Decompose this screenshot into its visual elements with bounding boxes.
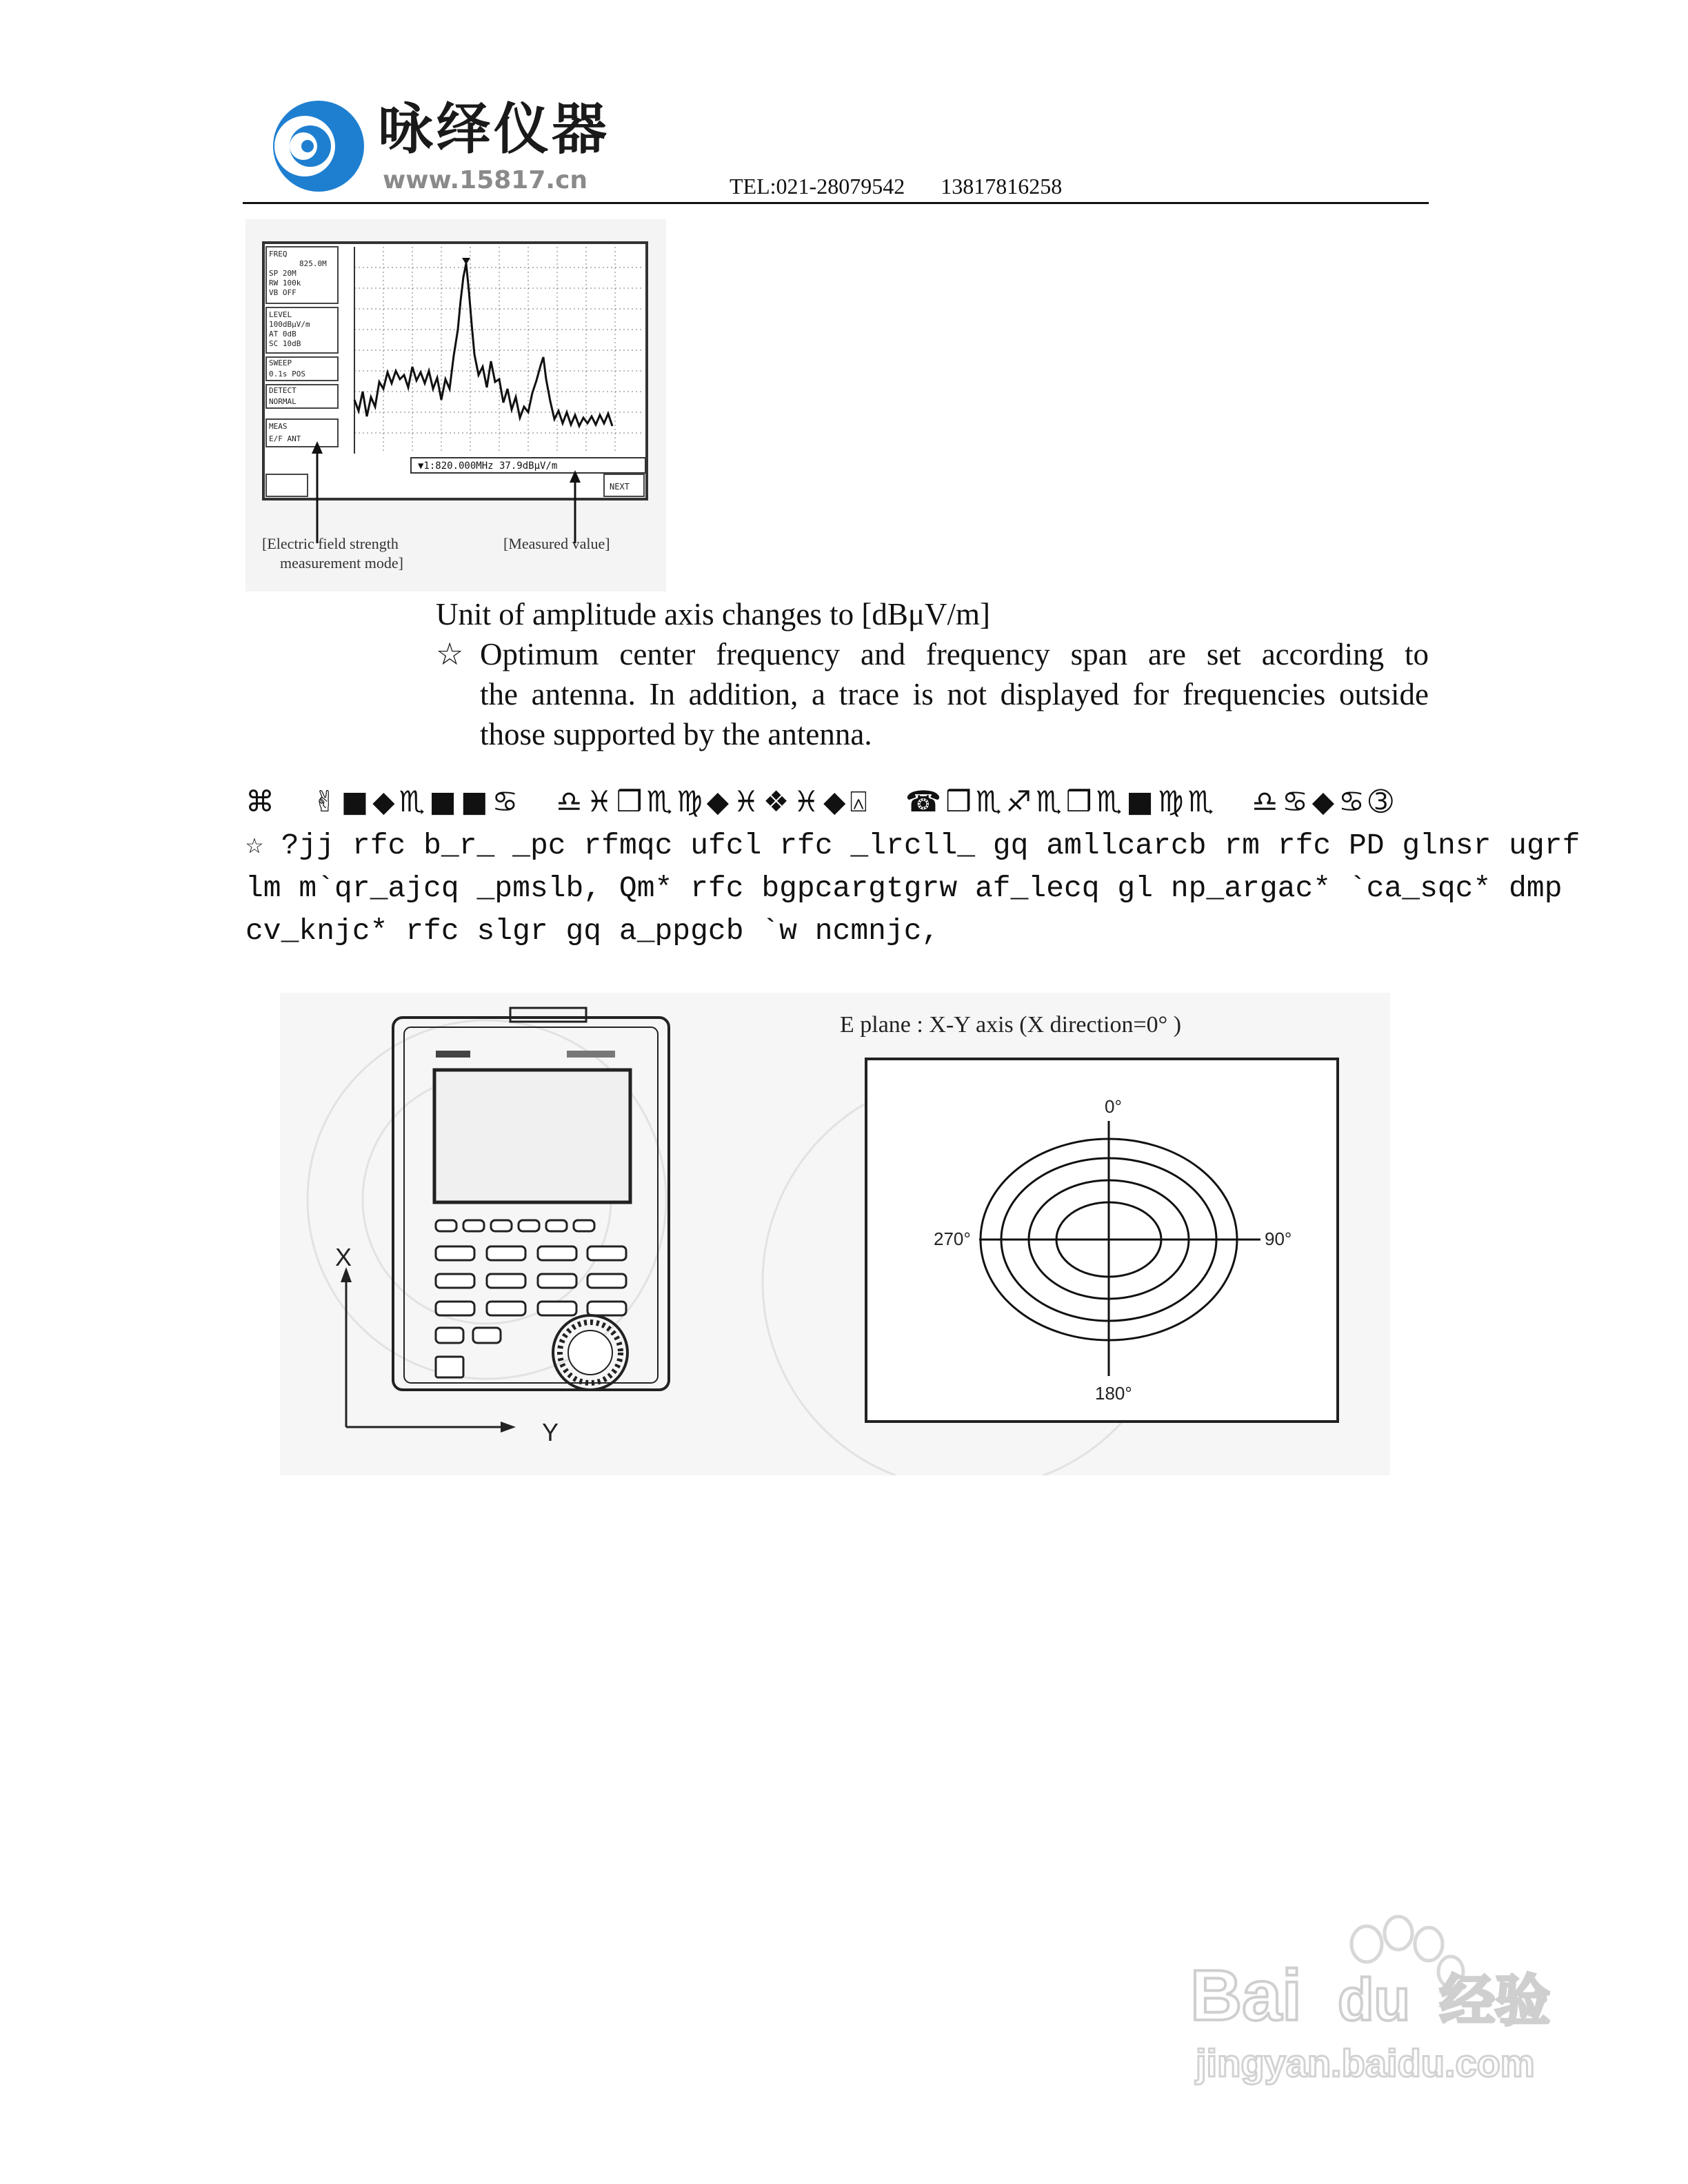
garbled-line: ☆ ?jj rfc b_r_ _pc rfmqc ufcl rfc _lrcll_ gq amllcarcb rm rfc PD glnsr ugrf — [245, 829, 1580, 862]
side-label: E/F ANT — [269, 434, 301, 443]
side-label: AT 0dB — [269, 330, 297, 338]
star-note-line3: those supported by the antenna. — [480, 717, 872, 751]
contact-phones — [730, 175, 1062, 197]
star-icon: ☆ — [436, 637, 464, 671]
garbled-line: cv_knjc* rfc slgr gq a_ppgcb `w ncmnjc, — [245, 914, 940, 948]
measured-readout: ▼1:820.000MHz 37.9dBμV/m — [418, 461, 558, 472]
side-label: MEAS — [269, 422, 288, 431]
section-heading-symbols: ⌘ ✌■◆♏■■♋ ♎♓❒♏♍◆♓❖♓◆⍓ ☎❒♏♐♏❒♏■♍♏ ♎♋◆♋➂ — [245, 785, 1397, 818]
side-label: NORMAL — [269, 397, 297, 406]
company-logo-icon — [269, 98, 372, 194]
side-label: 100dBμV/m — [269, 320, 310, 329]
angle-180-label: 180° — [1095, 1383, 1132, 1404]
mobile-number: 13817816258 — [941, 174, 1063, 199]
angle-90-label: 90° — [1265, 1228, 1292, 1249]
amplitude-unit-line: Unit of amplitude axis changes to [dBμV/m] — [436, 597, 990, 631]
watermark-url: jingyan.baidu.com — [1196, 2041, 1535, 2085]
side-label: SWEEP — [269, 358, 292, 367]
watermark-brand: Bai — [1190, 1956, 1302, 2036]
side-label: FREQ — [269, 250, 288, 259]
company-name: 咏绎仪器 — [378, 97, 610, 161]
star-note-line2: the antenna. In addition, a trace is not displayed for frequencies outside — [480, 677, 1429, 711]
watermark-brand-cn: 经验 — [1440, 1969, 1550, 2033]
side-label: SC 10dB — [269, 339, 301, 348]
side-label: RW 100k — [269, 279, 301, 287]
side-label: LEVEL — [269, 310, 292, 319]
garbled-paragraph — [245, 825, 1580, 953]
right-caption: [Measured value] — [503, 535, 610, 552]
garbled-line: lm m`qr_ajcq _pmslb, Qm* rfc bgpcargtgrw af_lecq gl np_argac* `ca_sqc* dmp — [245, 871, 1563, 905]
side-label: 0.1s POS — [269, 370, 305, 378]
angle-0-label: 0° — [1105, 1096, 1122, 1117]
star-note-line1: Optimum center frequency and frequency span are set according to — [480, 637, 1429, 671]
side-label: DETECT — [269, 386, 297, 395]
axis-x-label: X — [335, 1243, 352, 1271]
side-label: SP 20M — [269, 269, 297, 278]
corner-label: NEXT — [610, 482, 630, 492]
star-note — [436, 634, 1429, 754]
side-label: VB OFF — [269, 288, 297, 297]
polar-plot-caption: E plane : X-Y axis (X direction=0° ) — [840, 1012, 1182, 1038]
side-label: 825.0M — [299, 259, 327, 268]
watermark-brand-du: du — [1338, 1967, 1411, 2033]
tel-number: TEL:021-28079542 — [730, 174, 905, 199]
baidu-jingyan-watermark — [1186, 1903, 1572, 2096]
axis-y-label: Y — [542, 1418, 559, 1446]
left-caption-line2: measurement mode] — [280, 554, 403, 572]
left-caption-line1: [Electric field strength — [262, 535, 399, 552]
company-website: www.15817.cn — [383, 166, 588, 194]
header-divider — [243, 202, 1429, 204]
angle-270-label: 270° — [934, 1228, 971, 1249]
spectrum-screen-figure — [245, 219, 666, 592]
directivity-figure — [280, 993, 1390, 1475]
